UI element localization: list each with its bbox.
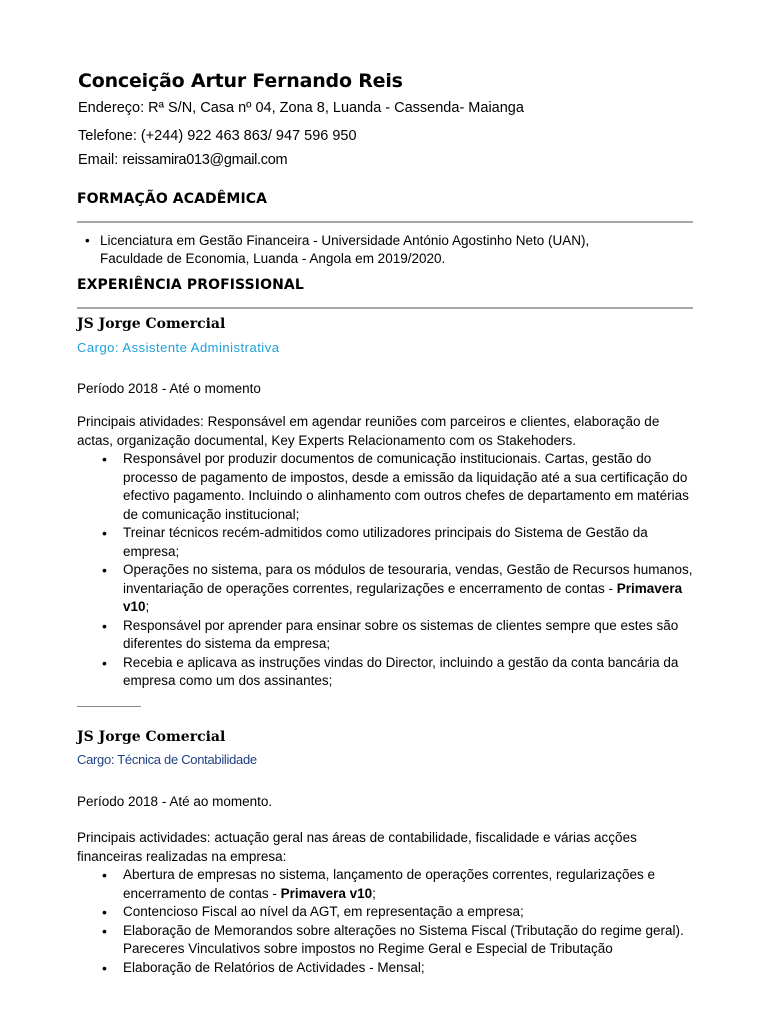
experience-section-title: EXPERIÊNCIA PROFISSIONAL (77, 277, 304, 293)
job-period: Período 2018 - Até o momento (77, 381, 261, 396)
duty-item: • Abertura de empresas no sistema, lançamento de operações correntes, regularizações e encerramento de contas - Primavera v10; (123, 866, 693, 903)
duty-item: • Recebia e aplicava as instruções vindas do Director, incluindo a gestão da conta bancária da empresa como um dos assinantes; (123, 654, 693, 691)
email-line (78, 152, 287, 168)
job-company: JS Jorge Comercial (77, 729, 226, 745)
job-separator (77, 706, 141, 707)
job-duties-list (123, 866, 693, 977)
education-list (87, 232, 647, 268)
duty-item: • Operações no sistema, para os módulos de tesouraria, vendas, Gestão de Recursos humanos, inventariação de operações correntes, regularizações e encerramento de contas - Primavera v10; (123, 561, 693, 617)
duty-item: • Responsável por aprender para ensinar sobre os sistemas de clientes sempre que estes são diferentes do sistema da empresa; (123, 617, 693, 654)
job-role: Cargo: Técnica de Contabilidade (77, 752, 257, 767)
duty-item: • Treinar técnicos recém-admitidos como utilizadores principais do Sistema de Gestão da empresa; (123, 524, 693, 561)
job-company: JS Jorge Comercial (77, 316, 226, 332)
duty-item: • Responsável por produzir documentos de comunicação institucionais. Cartas, gestão do processo de pagamento de impostos, desde a emissão da liquidação até a sua certificação do efectivo pagamento. Incluindo o alinhamento com outros chefes de departamento em matérias de comunicação institucional; (123, 450, 693, 524)
address-line: Endereço: Rª S/N, Casa nº 04, Zona 8, Luanda - Cassenda- Maianga (78, 100, 524, 116)
email-label: Email: (78, 152, 123, 168)
email-address: reissamira013@gmail.com (122, 152, 288, 168)
phone-line: Telefone: (+244) 922 463 863/ 947 596 950 (78, 128, 357, 144)
job-duties-list (123, 450, 693, 691)
job-role: Cargo: Assistente Administrativa (77, 340, 280, 355)
section-divider (77, 221, 693, 223)
duty-item: • Elaboração de Relatórios de Actividades - Mensal; (123, 959, 693, 978)
section-divider (77, 307, 693, 309)
job-summary: Principais atividades: Responsável em agendar reuniões com parceiros e clientes, elaboração de actas, organização documental, Key Experts Relacionamento com os Stakehoders. (77, 414, 660, 448)
education-item: • Licenciatura em Gestão Financeira - Universidade António Agostinho Neto (UAN), Faculdade de Economia, Luanda - Angola em 2019/2020. (87, 232, 647, 268)
duty-item: • Contencioso Fiscal ao nível da AGT, em representação a empresa; (123, 903, 693, 922)
candidate-name: Conceição Artur Fernando Reis (78, 70, 403, 92)
education-section-title: FORMAÇÃO ACADÊMICA (77, 191, 268, 207)
duty-item: • Elaboração de Memorandos sobre alterações no Sistema Fiscal (Tributação do regime geral). Pareceres Vinculativos sobre impostos no Regime Geral e Especial de Tributação (123, 922, 693, 959)
job-summary: Principais actividades: actuação geral nas áreas de contabilidade, fiscalidade e várias acções financeiras realizadas na empresa: (77, 830, 637, 864)
job-period: Período 2018 - Até ao momento. (77, 794, 273, 809)
